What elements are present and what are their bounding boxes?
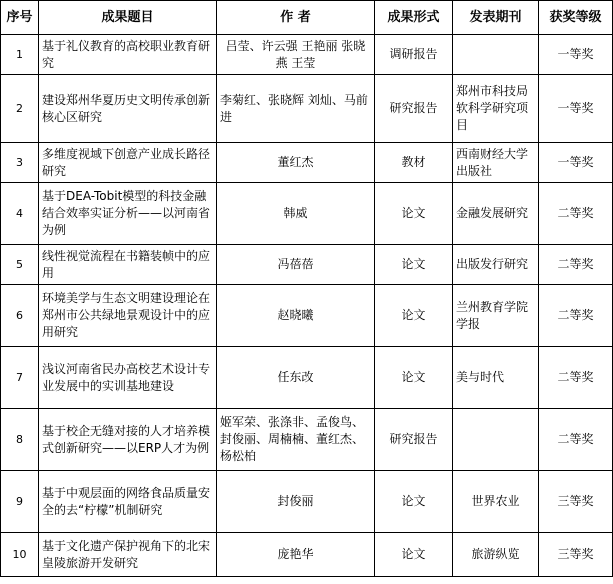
header-no: 序号	[1, 1, 39, 35]
row-number: 5	[1, 245, 39, 285]
row-number: 7	[1, 347, 39, 409]
achievement-form: 论文	[375, 471, 453, 533]
row-number: 3	[1, 143, 39, 183]
award-level: 二等奖	[539, 183, 613, 245]
header-title: 成果题目	[39, 1, 217, 35]
journal: 出版发行研究	[453, 245, 539, 285]
achievement-title: 基于DEA-Tobit模型的科技金融结合效率实证分析——以河南省为例	[39, 183, 217, 245]
author: 韩威	[217, 183, 375, 245]
row-number: 4	[1, 183, 39, 245]
author: 李菊红、张晓辉 刘灿、马前进	[217, 75, 375, 143]
table-row	[1, 245, 613, 285]
achievement-title: 建设郑州华夏历史文明传承创新核心区研究	[39, 75, 217, 143]
header-author: 作 者	[217, 1, 375, 35]
row-number: 8	[1, 409, 39, 471]
award-level: 二等奖	[539, 409, 613, 471]
award-level: 三等奖	[539, 533, 613, 577]
header-form: 成果形式	[375, 1, 453, 35]
author: 冯蓓蓓	[217, 245, 375, 285]
achievement-title: 基于礼仪教育的高校职业教育研究	[39, 35, 217, 75]
row-number: 10	[1, 533, 39, 577]
journal: 郑州市科技局软科学研究项目	[453, 75, 539, 143]
achievement-title: 多维度视域下创意产业成长路径研究	[39, 143, 217, 183]
table-row	[1, 471, 613, 533]
achievement-form: 论文	[375, 183, 453, 245]
author: 封俊丽	[217, 471, 375, 533]
achievement-form: 研究报告	[375, 75, 453, 143]
author: 赵晓曦	[217, 285, 375, 347]
award-level: 二等奖	[539, 285, 613, 347]
achievement-title: 线性视觉流程在书籍装帧中的应用	[39, 245, 217, 285]
journal	[453, 35, 539, 75]
author: 吕莹、许云强 王艳丽 张晓燕 王莹	[217, 35, 375, 75]
table-row	[1, 75, 613, 143]
author: 庞艳华	[217, 533, 375, 577]
journal: 西南财经大学出版社	[453, 143, 539, 183]
achievement-form: 调研报告	[375, 35, 453, 75]
achievement-form: 论文	[375, 245, 453, 285]
author: 任东改	[217, 347, 375, 409]
header-journal: 发表期刊	[453, 1, 539, 35]
row-number: 2	[1, 75, 39, 143]
award-level: 三等奖	[539, 471, 613, 533]
achievement-title: 基于校企无缝对接的人才培养模式创新研究——以ERP人才为例	[39, 409, 217, 471]
achievement-form: 研究报告	[375, 409, 453, 471]
journal: 美与时代	[453, 347, 539, 409]
journal: 世界农业	[453, 471, 539, 533]
header-award: 获奖等级	[539, 1, 613, 35]
row-number: 1	[1, 35, 39, 75]
row-number: 9	[1, 471, 39, 533]
author: 姬军荣、张涤非、孟俊鸟、封俊丽、周楠楠、董红杰、杨松柏	[217, 409, 375, 471]
table-row	[1, 347, 613, 409]
header-row	[1, 1, 613, 35]
journal: 金融发展研究	[453, 183, 539, 245]
table-row	[1, 183, 613, 245]
table-row	[1, 533, 613, 577]
journal: 旅游纵览	[453, 533, 539, 577]
award-level: 二等奖	[539, 347, 613, 409]
journal: 兰州教育学院学报	[453, 285, 539, 347]
award-level: 一等奖	[539, 35, 613, 75]
journal	[453, 409, 539, 471]
table-row	[1, 285, 613, 347]
achievement-title: 环境美学与生态文明建设理论在郑州市公共绿地景观设计中的应用研究	[39, 285, 217, 347]
achievement-form: 论文	[375, 533, 453, 577]
achievement-title: 基于文化遗产保护视角下的北宋皇陵旅游开发研究	[39, 533, 217, 577]
table-row	[1, 143, 613, 183]
achievement-form: 论文	[375, 347, 453, 409]
achievement-title: 浅议河南省民办高校艺术设计专业发展中的实训基地建设	[39, 347, 217, 409]
award-level: 一等奖	[539, 143, 613, 183]
achievement-title: 基于中观层面的网络食品质量安全的去“柠檬”机制研究	[39, 471, 217, 533]
table-row	[1, 409, 613, 471]
table-row	[1, 35, 613, 75]
achievement-form: 论文	[375, 285, 453, 347]
author: 董红杰	[217, 143, 375, 183]
award-level: 一等奖	[539, 75, 613, 143]
row-number: 6	[1, 285, 39, 347]
award-level: 二等奖	[539, 245, 613, 285]
achievement-form: 教材	[375, 143, 453, 183]
